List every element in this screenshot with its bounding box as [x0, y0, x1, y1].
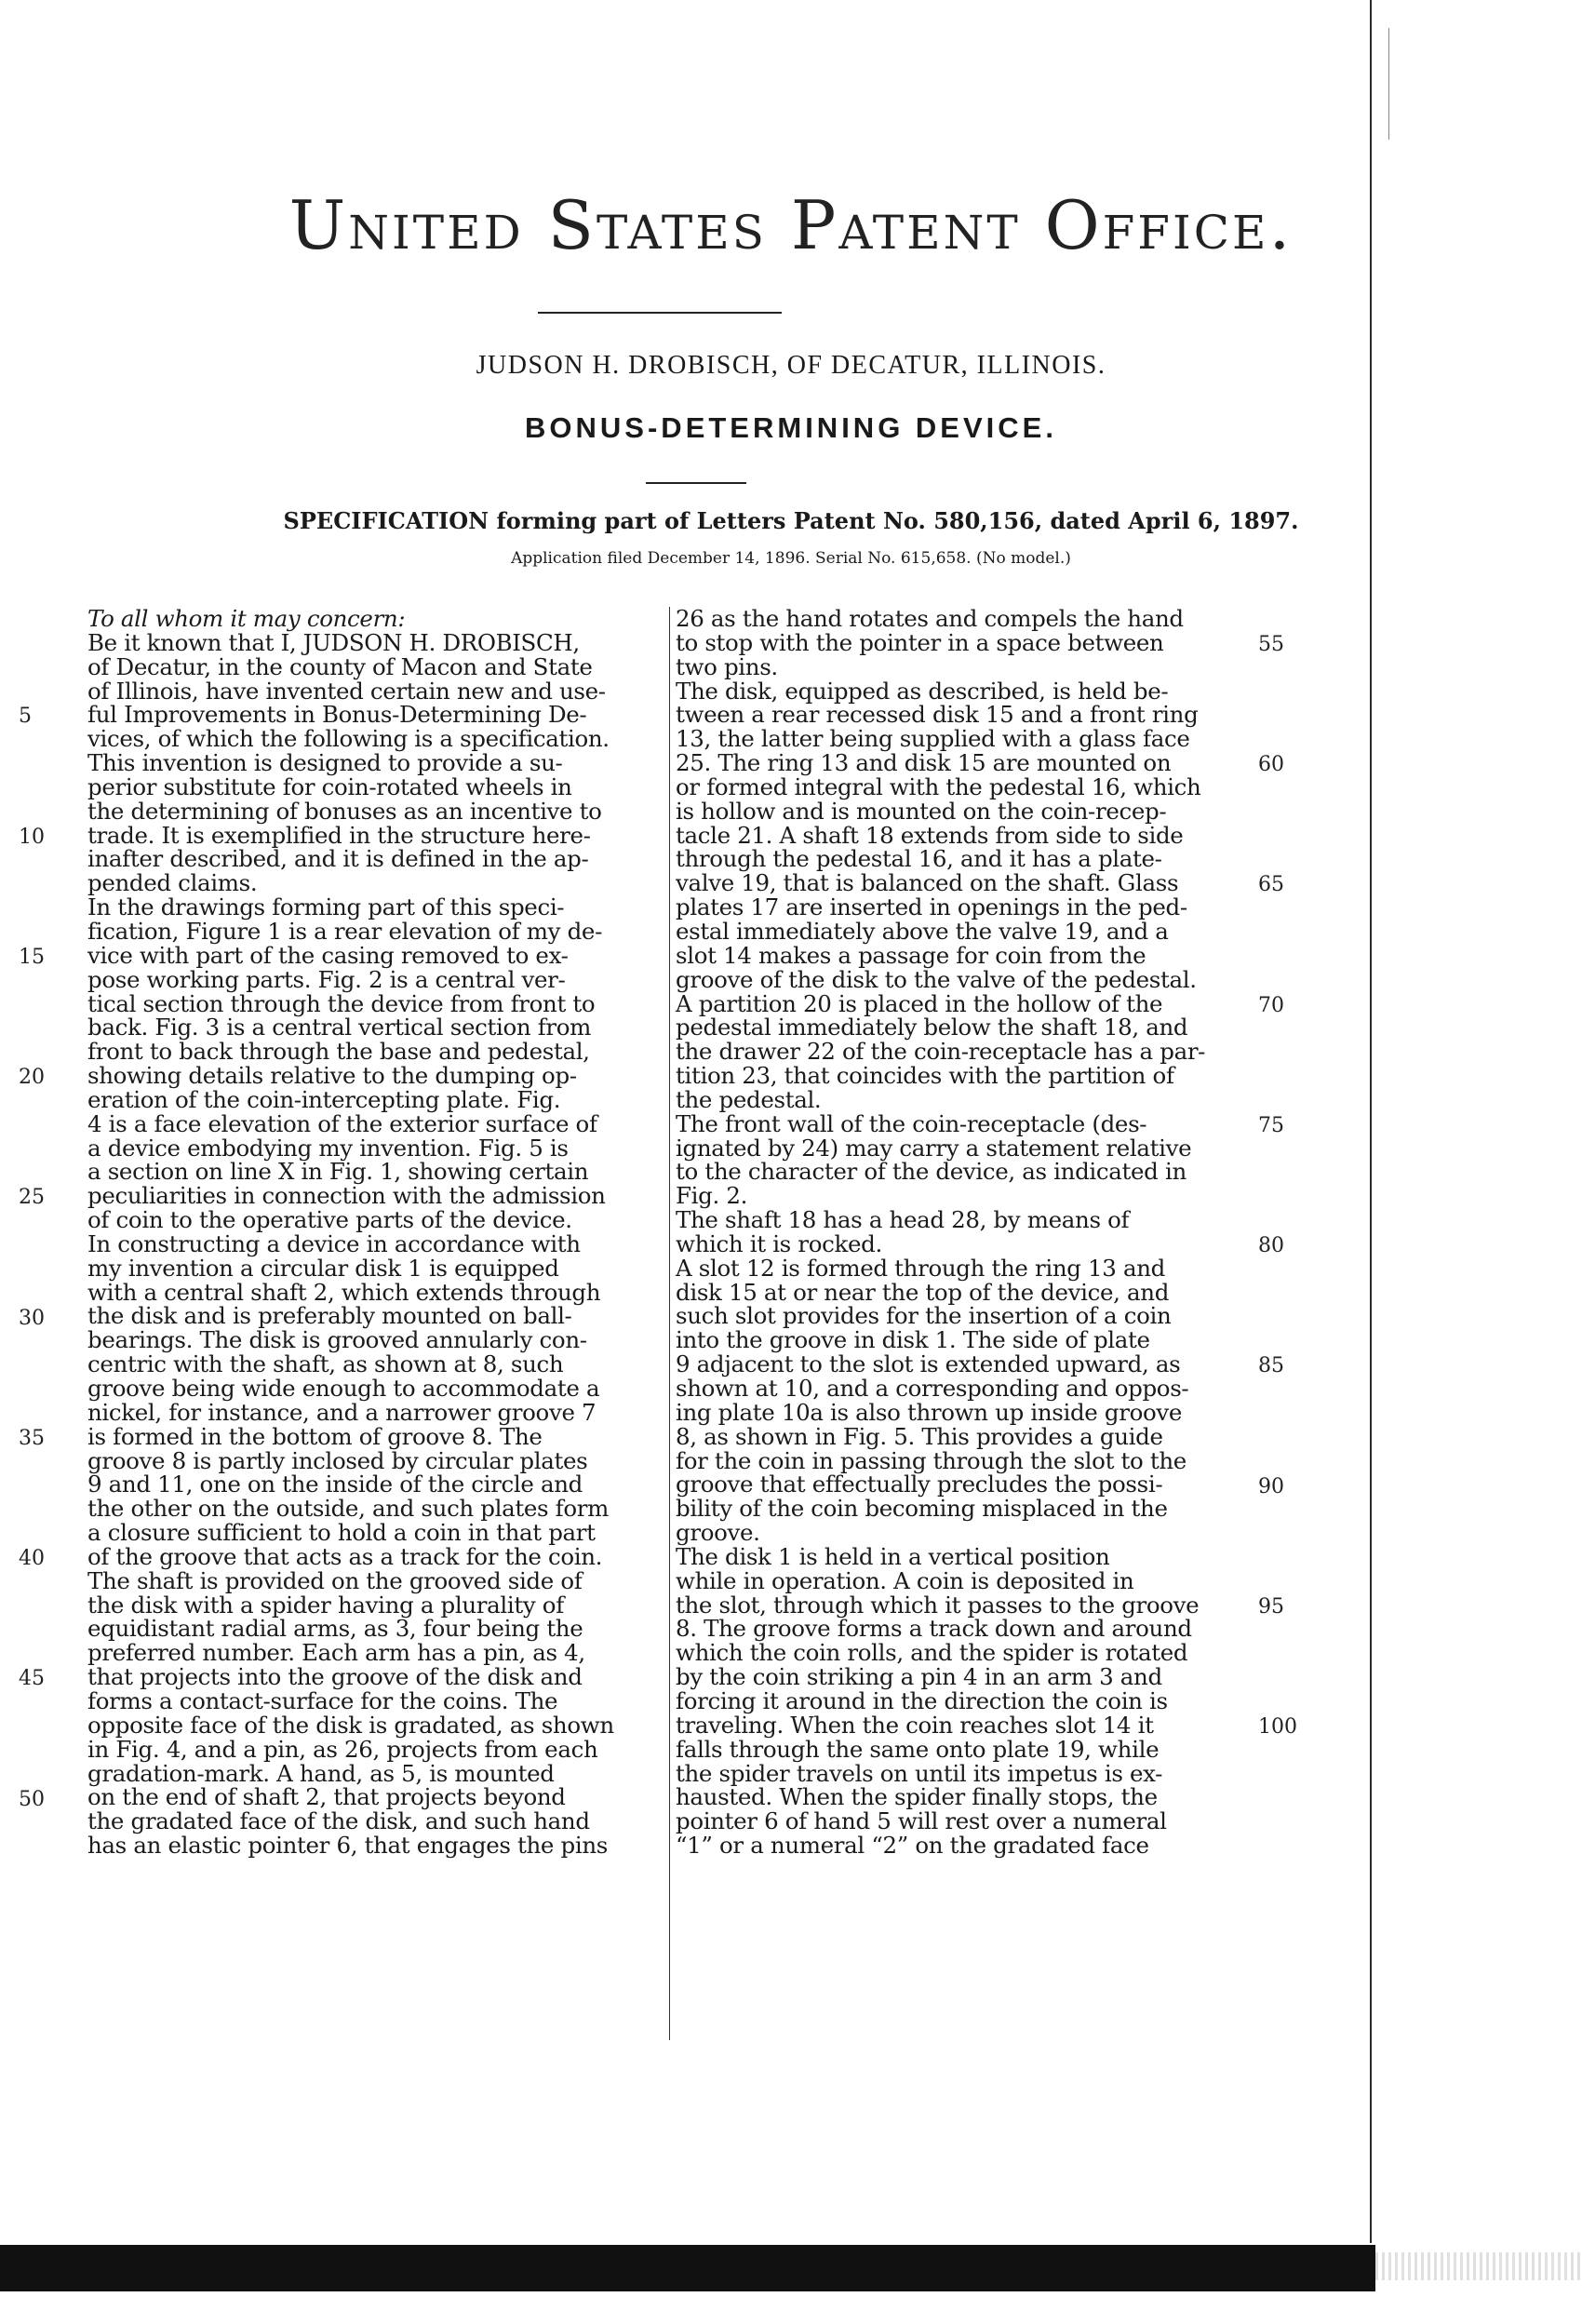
left-column-line: trade. It is exemplified in the structure here- [87, 821, 591, 849]
line-number-left: 30 [19, 1306, 45, 1330]
left-column-line: In constructing a device in accordance with [87, 1229, 581, 1257]
line-number-right: 75 [1258, 1113, 1284, 1137]
left-column-line: has an elastic pointer 6, that engages the pins [87, 1832, 608, 1860]
title-rule [646, 482, 746, 484]
left-column-line: centric with the shaft, as shown at 8, such [87, 1350, 564, 1378]
right-column-line: traveling. When the coin reaches slot 14 it [676, 1711, 1154, 1739]
left-column-line: equidistant radial arms, as 3, four being the [87, 1615, 583, 1643]
line-number-right: 95 [1258, 1594, 1284, 1619]
line-number-right: 100 [1258, 1715, 1297, 1740]
right-column-line: groove. [676, 1519, 760, 1547]
line-number-right: 85 [1258, 1354, 1284, 1378]
left-column-line: pended claims. [87, 869, 258, 897]
left-column-line: The shaft is provided on the grooved side of [87, 1566, 583, 1594]
left-column-line: of coin to the operative parts of the device. [87, 1206, 572, 1234]
left-column-line: groove 8 is partly inclosed by circular plates [87, 1446, 588, 1474]
left-column-line: pose working parts. Fig. 2 is a central ver- [87, 965, 566, 993]
right-column-line: bility of the coin becoming misplaced in the [676, 1495, 1168, 1523]
right-column-line: pedestal immediately below the shaft 18, and [676, 1014, 1188, 1041]
right-column-line: by the coin striking a pin 4 in an arm 3 and [676, 1663, 1162, 1691]
line-number-right: 60 [1258, 753, 1284, 777]
left-column-line: the other on the outside, and such plates form [87, 1495, 610, 1523]
left-column-line: Be it known that I, JUDSON H. DROBISCH, [87, 628, 580, 656]
line-number-right: 90 [1258, 1474, 1284, 1498]
right-column-line: plates 17 are inserted in openings in the ped- [676, 893, 1187, 921]
right-column-line: 8. The groove forms a track down and around [676, 1615, 1192, 1643]
line-number-left: 5 [19, 705, 32, 729]
specification-line: SPECIFICATION forming part of Letters Patent No. 580,156, dated April 6, 1897. [283, 507, 1299, 534]
left-column-line: back. Fig. 3 is a central vertical section from [87, 1014, 592, 1041]
right-column-line: hausted. When the spider finally stops, the [676, 1783, 1158, 1811]
right-column-line: pointer 6 of hand 5 will rest over a numeral [676, 1807, 1167, 1835]
left-column-line: 4 is a face elevation of the exterior surface of [87, 1109, 597, 1137]
left-column-line: vices, of which the following is a specification. [87, 725, 610, 753]
left-column-line: a closure sufficient to hold a coin in that part [87, 1519, 596, 1547]
right-column-line: falls through the same onto plate 19, while [676, 1735, 1160, 1763]
right-column-line: while in operation. A coin is deposited in [676, 1566, 1134, 1594]
left-column-line: forms a contact-surface for the coins. The [87, 1686, 558, 1714]
right-column-line: The front wall of the coin-receptacle (des- [676, 1109, 1147, 1137]
left-column-line: the disk and is preferably mounted on ball- [87, 1302, 572, 1330]
left-column-line: front to back through the base and pedestal, [87, 1038, 590, 1066]
right-column-line: into the groove in disk 1. The side of plate [676, 1326, 1150, 1354]
line-number-right: 70 [1258, 993, 1284, 1017]
left-column-line: ful Improvements in Bonus-Determining De- [87, 701, 587, 729]
right-column-line: the pedestal. [676, 1085, 822, 1113]
right-column-line: to the character of the device, as indicated in [676, 1158, 1186, 1186]
right-column-line: the drawer 22 of the coin-receptacle has a par- [676, 1038, 1206, 1066]
left-column-line: with a central shaft 2, which extends through [87, 1278, 601, 1306]
right-column-line: disk 15 at or near the top of the device, and [676, 1278, 1170, 1306]
right-column-line: valve 19, that is balanced on the shaft. Glass [676, 869, 1179, 897]
left-column-line: in Fig. 4, and a pin, as 26, projects from each [87, 1735, 598, 1763]
left-column-line: inafter described, and it is defined in the ap- [87, 845, 589, 873]
left-column-line: This invention is designed to provide a su- [87, 749, 563, 777]
line-number-right: 55 [1258, 632, 1284, 656]
line-number-left: 10 [19, 825, 45, 849]
left-column-line: opposite face of the disk is gradated, as shown [87, 1711, 614, 1739]
right-column-line: ignated by 24) may carry a statement relative [676, 1134, 1192, 1162]
right-column-line: Fig. 2. [676, 1182, 748, 1210]
left-column-line: the determining of bonuses as an incentive to [87, 797, 602, 825]
left-text-column [87, 607, 664, 1858]
right-column-line: is hollow and is mounted on the coin-recep- [676, 797, 1167, 825]
right-column-line: shown at 10, and a corresponding and oppos- [676, 1375, 1189, 1402]
right-column-line: the slot, through which it passes to the groove [676, 1591, 1200, 1619]
scan-noise [1375, 2252, 1582, 2280]
right-column-line: to stop with the pointer in a space between [676, 628, 1164, 656]
inventor-line: JUDSON H. DROBISCH, OF DECATUR, ILLINOIS. [476, 351, 1106, 380]
right-column-line: A slot 12 is formed through the ring 13 and [676, 1254, 1165, 1282]
left-column-line: of the groove that acts as a track for the coin. [87, 1542, 603, 1570]
line-number-right: 80 [1258, 1234, 1284, 1258]
left-column-line: preferred number. Each arm has a pin, as 4, [87, 1639, 585, 1667]
left-column-line: peculiarities in connection with the admission [87, 1182, 606, 1210]
right-column-line: slot 14 makes a passage for coin from the [676, 941, 1146, 969]
right-column-line: tacle 21. A shaft 18 extends from side to side [676, 821, 1184, 849]
left-column-line: that projects into the groove of the disk and [87, 1663, 583, 1691]
left-column-line: vice with part of the casing removed to ex- [87, 941, 569, 969]
left-column-line: groove being wide enough to accommodate a [87, 1375, 600, 1402]
right-column-line: 26 as the hand rotates and compels the hand [676, 605, 1184, 632]
right-column-line: “1” or a numeral “2” on the gradated face [676, 1832, 1149, 1860]
right-column-line: A partition 20 is placed in the hollow of the [676, 989, 1163, 1017]
right-text-column [676, 607, 1253, 1858]
header-rule [538, 312, 782, 314]
left-column-line: on the end of shaft 2, that projects beyond [87, 1783, 566, 1811]
left-column-line: of Illinois, have invented certain new and use- [87, 677, 606, 705]
left-column-line: fication, Figure 1 is a rear elevation of my de- [87, 917, 603, 945]
line-number-left: 15 [19, 945, 45, 969]
application-line: Application filed December 14, 1896. Serial No. 615,658. (No model.) [511, 549, 1071, 568]
line-number-left: 25 [19, 1186, 45, 1210]
left-column-line: showing details relative to the dumping op- [87, 1062, 577, 1090]
right-column-line: two pins. [676, 652, 778, 680]
right-column-line: 8, as shown in Fig. 5. This provides a guide [676, 1422, 1163, 1450]
right-column-line: The shaft 18 has a head 28, by means of [676, 1206, 1130, 1234]
right-column-line: the spider travels on until its impetus is ex- [676, 1759, 1163, 1787]
right-column-line: groove of the disk to the valve of the pedestal. [676, 965, 1197, 993]
right-column-line: groove that effectually precludes the possi- [676, 1471, 1163, 1498]
right-column-line: 13, the latter being supplied with a glass face [676, 725, 1190, 753]
right-column-line: or formed integral with the pedestal 16, which [676, 772, 1201, 800]
right-column-line: such slot provides for the insertion of a coin [676, 1302, 1172, 1330]
left-column-line: nickel, for instance, and a narrower groove 7 [87, 1398, 597, 1426]
line-number-left: 50 [19, 1787, 45, 1811]
left-column-line: gradation-mark. A hand, as 5, is mounted [87, 1759, 555, 1787]
left-column-line: In the drawings forming part of this speci- [87, 893, 565, 921]
right-column-line: for the coin in passing through the slot to the [676, 1446, 1186, 1474]
left-column-line: tical section through the device from front to [87, 989, 596, 1017]
right-column-line: tition 23, that coincides with the partition of [676, 1062, 1174, 1090]
left-column-line: a device embodying my invention. Fig. 5 is [87, 1134, 569, 1162]
left-column-line: bearings. The disk is grooved annularly con- [87, 1326, 587, 1354]
page-edge [1370, 0, 1372, 2243]
right-column-line: forcing it around in the direction the coin is [676, 1686, 1168, 1714]
line-number-left: 35 [19, 1426, 45, 1450]
left-column-line: of Decatur, in the county of Macon and State [87, 652, 593, 680]
left-column-line: eration of the coin-intercepting plate. Fig. [87, 1085, 561, 1113]
scan-bottom-border [0, 2245, 1375, 2291]
line-number-right: 65 [1258, 873, 1284, 897]
left-column-line: 9 and 11, one on the inside of the circle and [87, 1471, 583, 1498]
right-column-line: The disk, equipped as described, is held be- [676, 677, 1169, 705]
line-number-left: 45 [19, 1667, 45, 1691]
right-column-line: 25. The ring 13 and disk 15 are mounted on [676, 749, 1172, 777]
right-column-line: The disk 1 is held in a vertical position [676, 1542, 1110, 1570]
column-divider [669, 607, 670, 2040]
line-number-left: 20 [19, 1066, 45, 1090]
right-column-line: which the coin rolls, and the spider is rotated [676, 1639, 1188, 1667]
right-column-line: 9 adjacent to the slot is extended upward, as [676, 1350, 1181, 1378]
right-column-line: tween a rear recessed disk 15 and a front ring [676, 701, 1199, 729]
line-number-left: 40 [19, 1547, 45, 1571]
right-column-line: through the pedestal 16, and it has a plate- [676, 845, 1162, 873]
scan-edge-mark [1388, 28, 1389, 140]
right-column-line: which it is rocked. [676, 1229, 882, 1257]
left-column-line: the disk with a spider having a plurality of [87, 1591, 564, 1619]
left-column-line: perior substitute for coin-rotated wheels in [87, 772, 572, 800]
left-column-line: the gradated face of the disk, and such hand [87, 1807, 590, 1835]
left-column-line: To all whom it may concern: [87, 605, 406, 632]
office-title: United States Patent Office. [288, 186, 1294, 264]
right-column-line: estal immediately above the valve 19, and a [676, 917, 1169, 945]
invention-title: BONUS-DETERMINING DEVICE. [525, 411, 1057, 444]
left-column-line: a section on line X in Fig. 1, showing certain [87, 1158, 589, 1186]
right-column-line: ing plate 10a is also thrown up inside groove [676, 1398, 1183, 1426]
left-column-line: is formed in the bottom of groove 8. The [87, 1422, 543, 1450]
left-column-line: my invention a circular disk 1 is equipped [87, 1254, 559, 1282]
